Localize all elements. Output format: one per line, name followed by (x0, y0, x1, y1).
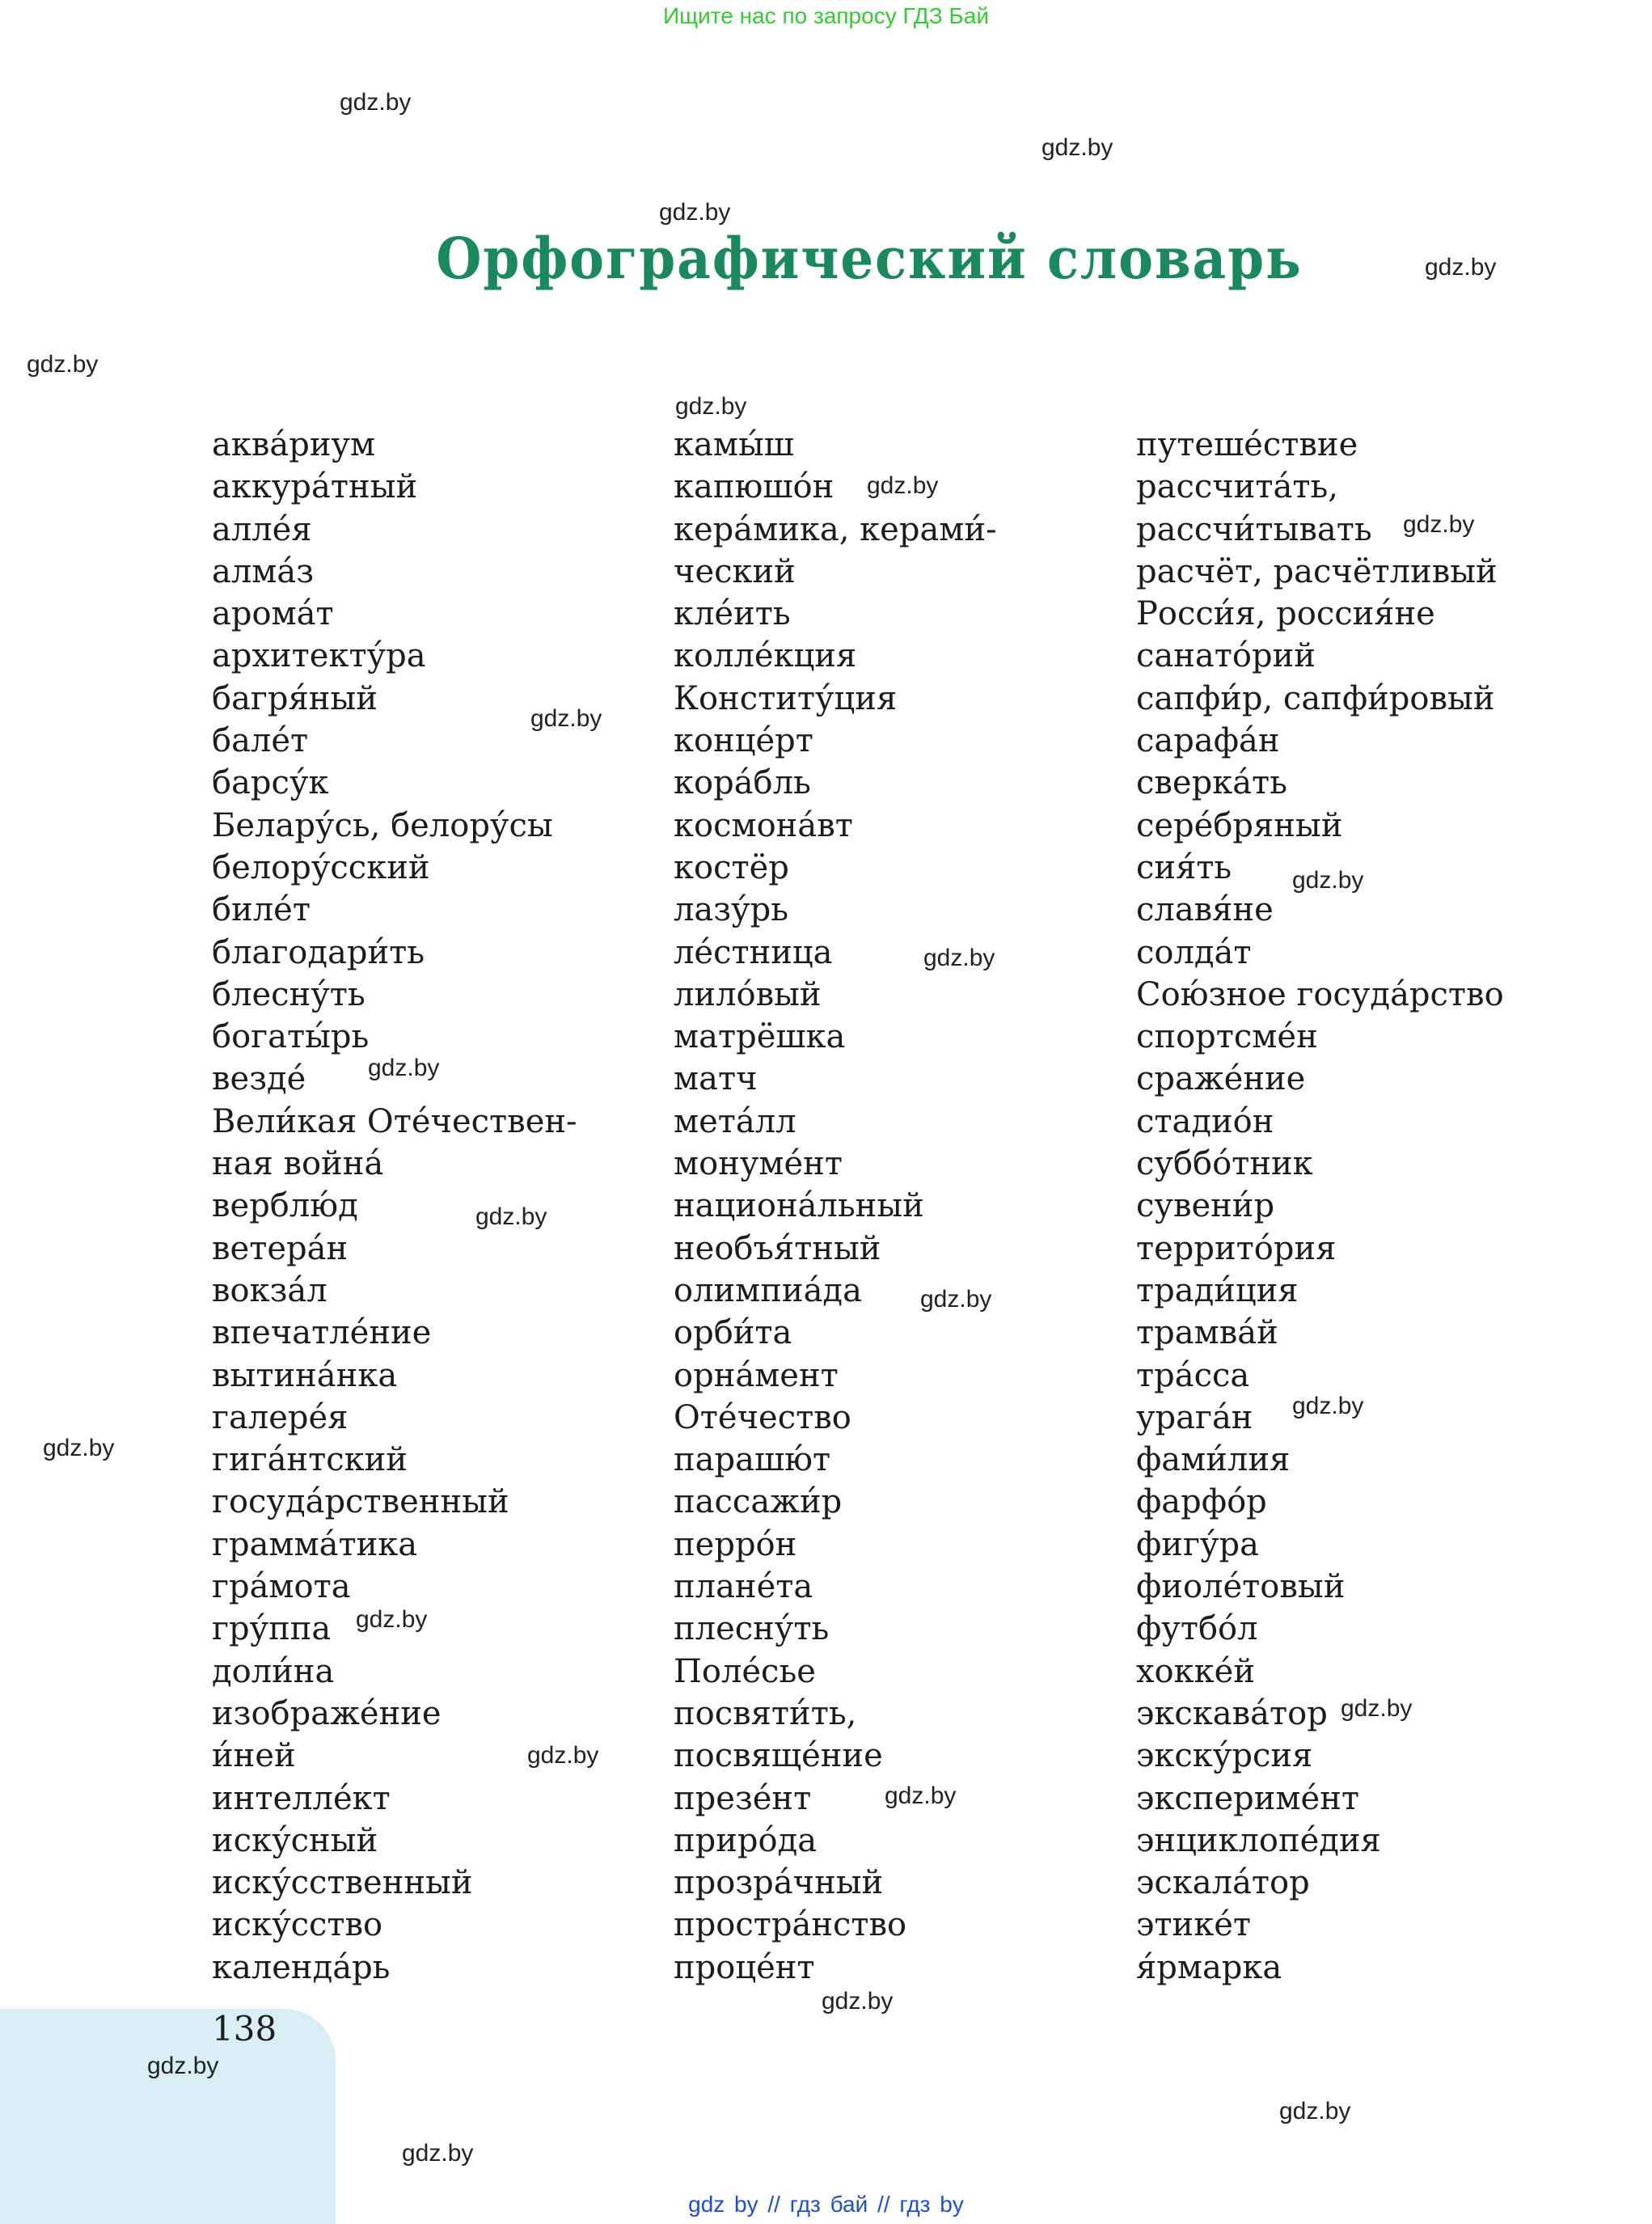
dictionary-entry: посвяще́ние (674, 1737, 883, 1775)
dictionary-entry: благодари́ть (212, 933, 425, 971)
dictionary-entry: кле́ить (674, 595, 791, 633)
dictionary-entry: кора́бль (674, 764, 811, 802)
footer-links[interactable]: gdz by // гдз бай // гдз by (688, 2192, 964, 2217)
dictionary-entry: алле́я (212, 510, 312, 548)
dictionary-entry: Белару́сь, белору́сы (212, 806, 553, 844)
dictionary-entry: костёр (674, 848, 789, 886)
dictionary-entry: бале́т (212, 722, 309, 760)
dictionary-entry: суббо́тник (1136, 1145, 1313, 1183)
dictionary-entry: вытина́нка (212, 1356, 398, 1394)
dictionary-entry: блесну́ть (212, 975, 365, 1013)
watermark: gdz.by (1341, 1695, 1413, 1722)
dictionary-entry: галере́я (212, 1398, 349, 1436)
watermark: gdz.by (1279, 2098, 1351, 2125)
dictionary-entry: трамва́й (1136, 1314, 1278, 1352)
dictionary-entry: иску́сный (212, 1821, 378, 1859)
dictionary-entry: камы́ш (674, 426, 794, 463)
dictionary-entry: Поле́сье (674, 1652, 816, 1690)
dictionary-entry: лило́вый (674, 975, 822, 1013)
dictionary-entry: лазу́рь (674, 891, 788, 929)
dictionary-entry: фарфо́р (1136, 1483, 1267, 1521)
dictionary-entry: эскала́тор (1136, 1864, 1310, 1902)
dictionary-entry: спортсме́н (1136, 1018, 1318, 1056)
dictionary-entry: сувени́р (1136, 1187, 1275, 1225)
dictionary-entry: фигу́ра (1136, 1525, 1259, 1563)
dictionary-entry: урага́н (1136, 1398, 1253, 1436)
dictionary-entry: сия́ть (1136, 848, 1232, 886)
dictionary-entry: матч (674, 1060, 758, 1098)
watermark: gdz.by (475, 1203, 547, 1230)
dictionary-entry: верблю́д (212, 1187, 358, 1225)
dictionary-entry: я́рмарка (1136, 1948, 1282, 1986)
dictionary-entry: гру́ппа (212, 1610, 332, 1648)
dictionary-entry: перро́н (674, 1525, 797, 1563)
watermark: gdz.by (356, 1606, 428, 1633)
dictionary-entry: иску́сство (212, 1906, 383, 1944)
dictionary-entry: простра́нство (674, 1906, 907, 1944)
dictionary-entry: интелле́кт (212, 1779, 391, 1817)
watermark: gdz.by (43, 1435, 115, 1461)
dictionary-entry: Росси́я, россия́не (1136, 595, 1435, 633)
dictionary-entry: плане́та (674, 1568, 813, 1606)
dictionary-entry: барсу́к (212, 764, 329, 802)
dictionary-entry: энциклопе́дия (1136, 1821, 1381, 1859)
dictionary-entry: конце́рт (674, 722, 813, 760)
dictionary-entry: славя́не (1136, 891, 1274, 929)
watermark: gdz.by (402, 2140, 474, 2167)
dictionary-entry: ветера́н (212, 1229, 349, 1267)
dictionary-column-3 (1136, 424, 1504, 1989)
dictionary-entry: аккура́тный (212, 468, 418, 506)
dictionary-entry: мета́лл (674, 1102, 796, 1140)
dictionary-entry: космона́вт (674, 806, 853, 844)
watermark: gdz.by (1292, 1393, 1364, 1419)
watermark: gdz.by (923, 945, 995, 971)
watermark: gdz.by (675, 393, 747, 420)
dictionary-entry: путеше́ствие (1136, 426, 1358, 463)
dictionary-entry: национа́льный (674, 1187, 924, 1225)
dictionary-entry: гра́мота (212, 1568, 351, 1606)
dictionary-entry: сверка́ть (1136, 764, 1287, 802)
dictionary-entry: террито́рия (1136, 1229, 1337, 1267)
dictionary-entry: грамма́тика (212, 1525, 418, 1563)
watermark: gdz.by (1292, 867, 1364, 894)
dictionary-entry: архитекту́ра (212, 637, 426, 675)
dictionary-entry: везде́ (212, 1060, 306, 1098)
watermark: gdz.by (27, 351, 99, 378)
page-title: Орфографический словарь (436, 225, 1303, 292)
dictionary-entry: иску́сственный (212, 1864, 473, 1902)
dictionary-entry: расчёт, расчётливый (1136, 552, 1498, 590)
dictionary-entry: изображе́ние (212, 1694, 442, 1732)
dictionary-entry: кера́мика, керами́- (674, 510, 997, 548)
dictionary-entry: Вели́кая Оте́чествен- (212, 1102, 577, 1140)
dictionary-entry: госуда́рственный (212, 1483, 509, 1521)
dictionary-entry: орна́мент (674, 1356, 839, 1394)
dictionary-entry: алма́з (212, 552, 315, 590)
watermark: gdz.by (340, 89, 412, 116)
dictionary-entry: арома́т (212, 595, 334, 633)
dictionary-entry: сере́бряный (1136, 806, 1343, 844)
dictionary-entry: аква́риум (212, 426, 376, 463)
dictionary-entry: тра́сса (1136, 1356, 1250, 1394)
watermark: gdz.by (822, 1988, 894, 2015)
watermark: gdz.by (530, 705, 602, 732)
dictionary-entry: Сою́зное госуда́рство (1136, 975, 1504, 1013)
watermark: gdz.by (527, 1742, 599, 1769)
watermark: gdz.by (920, 1286, 992, 1313)
dictionary-entry: капюшо́н (674, 468, 834, 506)
dictionary-entry: рассчи́тывать (1136, 510, 1372, 548)
dictionary-entry: парашю́т (674, 1441, 831, 1479)
dictionary-entry: белору́сский (212, 848, 430, 886)
dictionary-entry: прозра́чный (674, 1864, 884, 1902)
dictionary-entry: рассчита́ть, (1136, 468, 1338, 506)
dictionary-entry: экскава́тор (1136, 1694, 1328, 1732)
dictionary-entry: ная война́ (212, 1145, 384, 1183)
watermark: gdz.by (1041, 134, 1113, 161)
dictionary-entry: этике́т (1136, 1906, 1251, 1944)
dictionary-entry: санато́рий (1136, 637, 1316, 675)
dictionary-entry: сарафа́н (1136, 722, 1280, 760)
dictionary-entry: колле́кция (674, 637, 857, 675)
watermark: gdz.by (1403, 511, 1475, 538)
dictionary-entry: приро́да (674, 1821, 818, 1859)
dictionary-entry: сраже́ние (1136, 1060, 1306, 1098)
dictionary-entry: хокке́й (1136, 1652, 1255, 1690)
dictionary-entry: необъя́тный (674, 1229, 881, 1267)
dictionary-entry: ле́стница (674, 933, 833, 971)
dictionary-entry: биле́т (212, 891, 311, 929)
dictionary-entry: вокза́л (212, 1271, 327, 1309)
dictionary-entry: пассажи́р (674, 1483, 843, 1521)
dictionary-entry: календа́рь (212, 1948, 391, 1986)
dictionary-entry: Оте́чество (674, 1398, 851, 1436)
dictionary-entry: посвяти́ть, (674, 1694, 857, 1732)
dictionary-entry: экспериме́нт (1136, 1779, 1359, 1817)
dictionary-entry: ческий (674, 552, 796, 590)
dictionary-entry: тради́ция (1136, 1271, 1299, 1309)
dictionary-entry: орби́та (674, 1314, 792, 1352)
watermark: gdz.by (885, 1782, 957, 1809)
watermark: gdz.by (659, 199, 731, 226)
dictionary-entry: олимпиа́да (674, 1271, 862, 1309)
dictionary-entry: солда́т (1136, 933, 1252, 971)
watermark: gdz.by (867, 472, 939, 499)
dictionary-entry: и́ней (212, 1737, 296, 1775)
dictionary-entry: стадио́н (1136, 1102, 1274, 1140)
dictionary-entry: богаты́рь (212, 1018, 370, 1056)
dictionary-entry: впечатле́ние (212, 1314, 432, 1352)
watermark: gdz.by (1425, 254, 1497, 281)
dictionary-entry: багря́ный (212, 679, 378, 717)
dictionary-entry: доли́на (212, 1652, 335, 1690)
dictionary-entry: футбо́л (1136, 1610, 1258, 1648)
top-banner[interactable]: Ищите нас по запросу ГДЗ Бай (662, 3, 990, 28)
dictionary-entry: матрёшка (674, 1018, 846, 1056)
dictionary-entry: экску́рсия (1136, 1737, 1313, 1775)
dictionary-column-2 (674, 424, 997, 1989)
dictionary-entry: плесну́ть (674, 1610, 830, 1648)
dictionary-entry: Конститу́ция (674, 679, 898, 717)
watermark: gdz.by (147, 2053, 219, 2079)
dictionary-entry: монуме́нт (674, 1145, 843, 1183)
dictionary-entry: гига́нтский (212, 1441, 408, 1479)
dictionary-entry: презе́нт (674, 1779, 812, 1817)
dictionary-entry: сапфи́р, сапфи́ровый (1136, 679, 1495, 717)
page-number: 138 (212, 2009, 277, 2049)
dictionary-entry: проце́нт (674, 1948, 815, 1986)
dictionary-entry: фами́лия (1136, 1441, 1291, 1479)
dictionary-entry: фиоле́товый (1136, 1568, 1346, 1606)
watermark: gdz.by (368, 1055, 440, 1081)
